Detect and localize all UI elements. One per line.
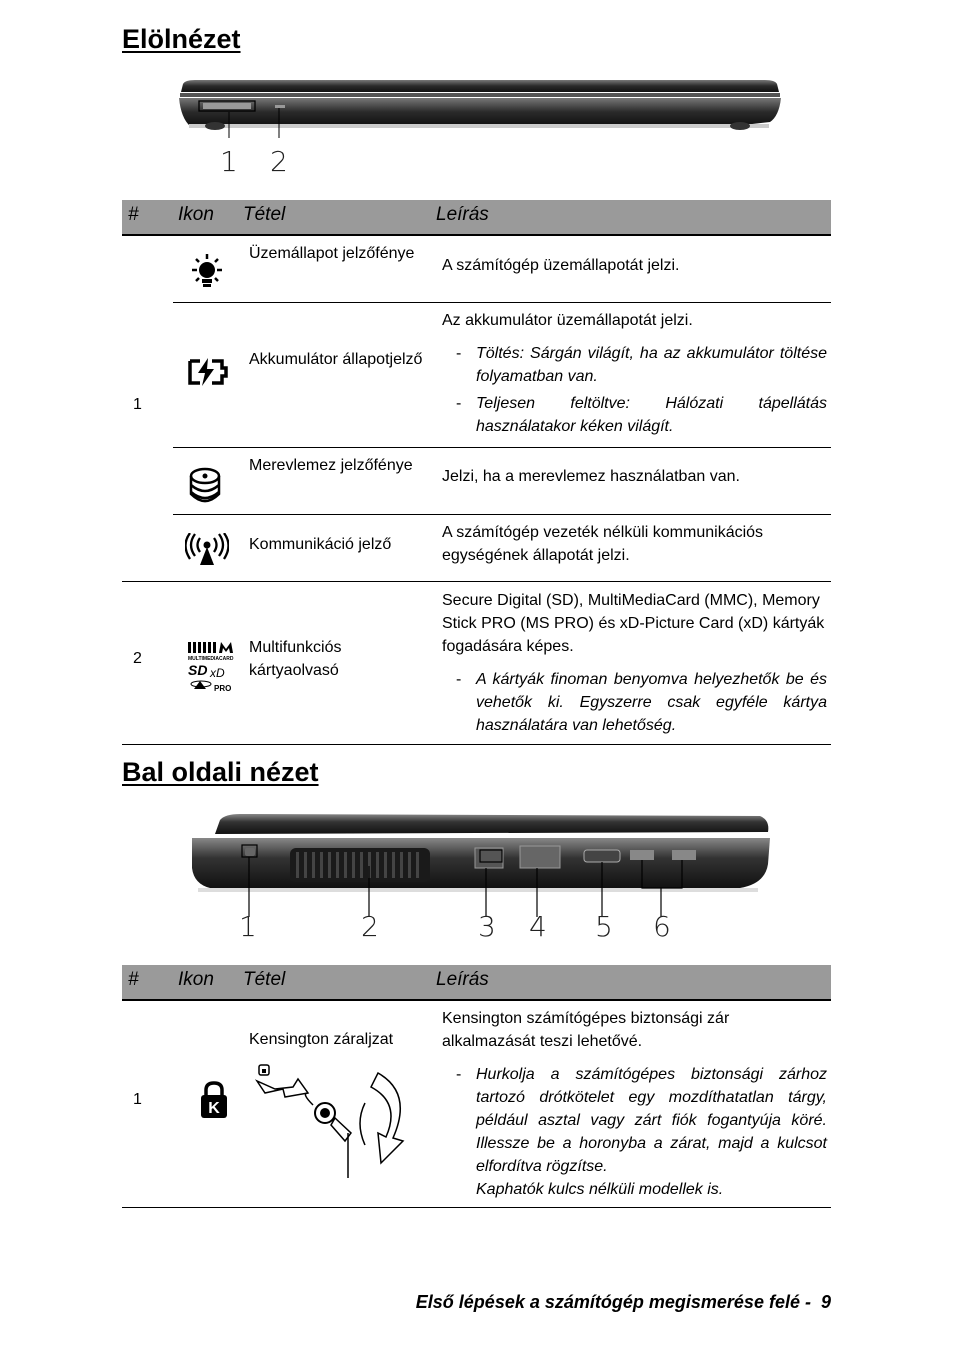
section-title-left: Bal oldali nézet xyxy=(122,757,319,787)
row-battery-item: Akkumulátor állapotjelző xyxy=(249,351,423,368)
divider xyxy=(173,514,831,515)
row-battery-desc: Az akkumulátor üzemállapotát jelzi. xyxy=(442,312,693,329)
callout-3: 3 xyxy=(478,910,496,943)
row-number-1: 1 xyxy=(133,396,142,413)
list-item: - A kártyák finoman benyomva helyezhetők be és vehetők ki. Egyszerre csak egyféle kártya használatára van lehetőség. xyxy=(442,668,827,737)
power-light-icon xyxy=(188,252,226,292)
xd-logo-text: xD xyxy=(210,666,225,680)
row-wireless-desc: A számítógép vezeték nélküli kommunikációs egységének állapotát jelzi. xyxy=(442,524,764,564)
front-view-table xyxy=(122,200,831,746)
callout-6: 6 xyxy=(653,910,671,943)
row-card-item: Multifunkciós kártyaolvasó xyxy=(249,639,342,679)
header-desc: Leírás xyxy=(436,969,489,990)
row-number-1: 1 xyxy=(133,1091,142,1108)
pro-logo-text: PRO xyxy=(214,684,232,693)
mmc-logo-text: MULTIMEDIACARD xyxy=(188,656,234,662)
page-footer xyxy=(416,1292,831,1313)
kensington-lock-illustration xyxy=(253,1063,413,1181)
divider xyxy=(173,447,831,448)
row-battery-desc-block xyxy=(442,309,827,438)
card-reader-icon xyxy=(186,640,238,696)
list-item: - Teljesen feltöltve: Hálózati tápellátás használatakor kéken világít. xyxy=(442,392,827,438)
bullet-text: A kártyák finoman benyomva helyezhetők be és vehetők ki. Egyszerre csak egyféle kártya használatára van lehetőség. xyxy=(476,671,827,734)
header-icon: Ikon xyxy=(178,204,214,225)
list-item: - Töltés: Sárgán világít, ha az akkumulátor töltése folyamatban van. xyxy=(442,342,827,388)
row-number-2: 2 xyxy=(133,650,142,667)
header-icon: Ikon xyxy=(178,969,214,990)
callout-2: 2 xyxy=(361,910,379,943)
row-card-desc-block xyxy=(442,589,827,737)
header-item: Tétel xyxy=(243,969,286,990)
divider xyxy=(122,1207,831,1208)
page-number: 9 xyxy=(820,1292,831,1312)
callout-5: 5 xyxy=(595,910,613,943)
bullet-text: Hurkolja a számítógépes biztonsági zárhoz tartozó drótkötelet egy mozdíthatatlan tárgy, például asztal vagy zárt fiók fogantyúja köré. Illessze be a horonyba a zárat, majd a kulcsot elfordítva rögzítse. xyxy=(476,1066,827,1175)
header-desc: Leírás xyxy=(436,204,489,225)
row-wireless-item: Kommunikáció jelző xyxy=(249,536,392,553)
battery-icon xyxy=(186,356,228,388)
header-num: # xyxy=(128,969,139,990)
footer-text: Első lépések a számítógép megismerése felé - xyxy=(415,1292,811,1312)
callout-4: 4 xyxy=(529,910,547,943)
bullet-text: Kaphatók kulcs nélküli modellek is. xyxy=(476,1181,724,1198)
table-header xyxy=(122,965,831,1001)
row-hdd-item: Merevlemez jelzőfénye xyxy=(249,457,413,474)
divider xyxy=(173,302,831,303)
hdd-icon xyxy=(188,466,222,504)
sd-logo-text: SD xyxy=(188,662,208,678)
header-item: Tétel xyxy=(243,204,286,225)
callout-1: 1 xyxy=(239,910,257,943)
bullet-text: Töltés: Sárgán világít, ha az akkumulátor töltése folyamatban van. xyxy=(476,345,827,385)
callout-2: 2 xyxy=(270,145,288,178)
table-header xyxy=(122,200,831,236)
bullet-text: Teljesen feltöltve: Hálózati tápellátás használatakor kéken világít. xyxy=(476,395,827,435)
section-title-front: Elölnézet xyxy=(122,24,241,54)
divider xyxy=(122,581,831,582)
row-power-item: Üzemállapot jelzőfénye xyxy=(249,245,415,262)
left-view-table xyxy=(122,965,831,1210)
row-kensington-desc-block xyxy=(442,1007,827,1201)
laptop-front-illustration xyxy=(175,78,785,140)
callout-1: 1 xyxy=(220,145,238,178)
wireless-icon xyxy=(185,533,229,567)
row-kensington-desc: Kensington számítógépes biztonsági zár alkalmazását teszi lehetővé. xyxy=(442,1010,730,1050)
lock-letter: K xyxy=(208,1100,220,1117)
list-item: - Hurkolja a számítógépes biztonsági zárhoz tartozó drótkötelet egy mozdíthatatlan tárgy, például asztal vagy zárt fiók fogantyúja köré. Illessze be a horonyba a zárat, majd a kulcsot elfordítva rögzítse. Kaphatók kulcs nélküli modellek is. xyxy=(456,1066,827,1198)
kensington-lock-icon xyxy=(200,1081,228,1119)
row-power-desc: A számítógép üzemállapotát jelzi. xyxy=(442,257,680,274)
row-kensington-item: Kensington záraljzat xyxy=(249,1031,394,1048)
row-card-desc: Secure Digital (SD), MultiMediaCard (MMC), Memory Stick PRO (MS PRO) és xD-Picture Card (xD) kártyák fogadására képes. xyxy=(442,592,825,655)
row-hdd-desc: Jelzi, ha a merevlemez használatban van. xyxy=(442,468,740,485)
divider xyxy=(122,744,831,745)
header-num: # xyxy=(128,204,139,225)
laptop-left-illustration xyxy=(180,812,780,922)
